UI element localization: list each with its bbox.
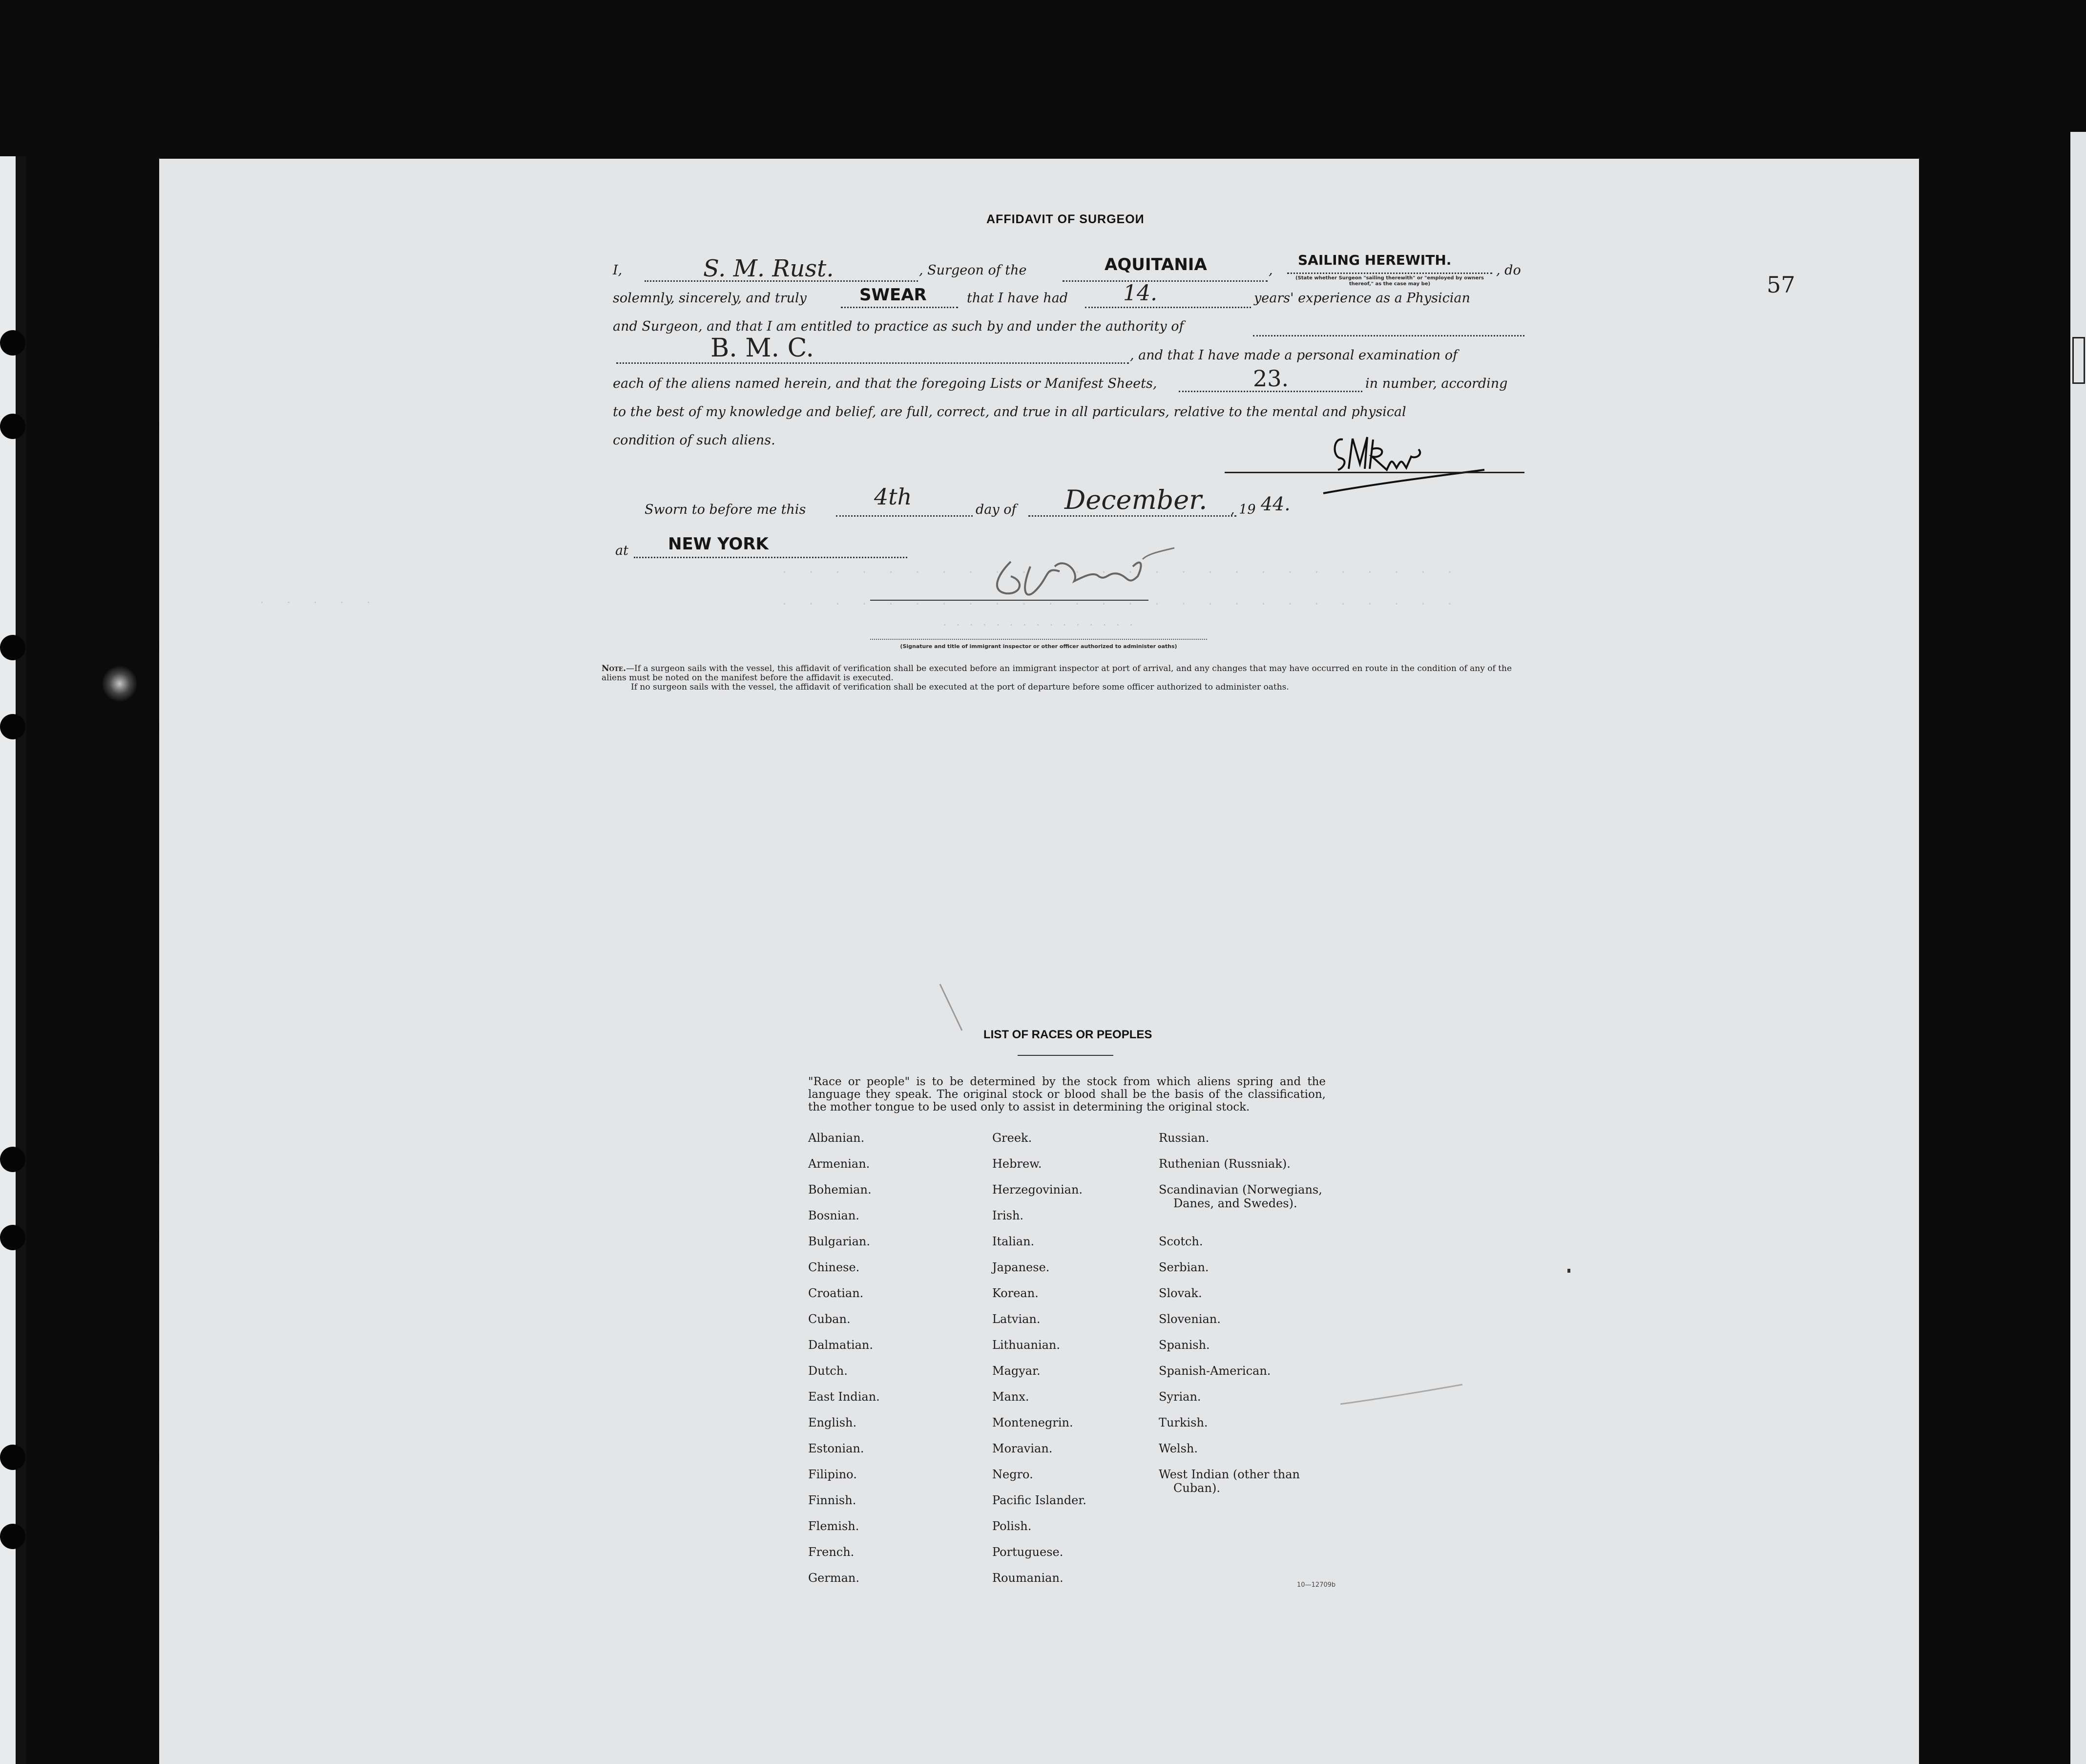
- vessel-name: AQUITANIA: [1105, 255, 1207, 274]
- race-item-continued: Danes, and Swedes).: [1173, 1197, 1297, 1210]
- surgeon-signature-line: [1225, 472, 1524, 473]
- race-item: Croatian.: [808, 1286, 864, 1300]
- race-item: Manx.: [992, 1390, 1029, 1404]
- affidavit-title: AFFIDAVIT OF SURGEOИ: [986, 212, 1145, 226]
- race-item: Negro.: [992, 1468, 1033, 1481]
- races-title-rule: [1018, 1055, 1113, 1056]
- status-hint: (State whether Surgeon "sailing therewith" or "employed by owners thereof," as the case may be): [1295, 275, 1484, 287]
- day-value: 4th: [874, 483, 912, 510]
- day-line: [836, 515, 973, 517]
- race-item: Latvian.: [992, 1312, 1041, 1326]
- note-text-2: If no surgeon sails with the vessel, the affidavit of verification shall be executed at the port of departure before some officer authorized to administer oaths.: [631, 682, 1289, 692]
- city-line: [634, 557, 907, 558]
- races-title: LIST OF RACES OR PEOPLES: [983, 1028, 1152, 1041]
- punch-hole: [0, 1524, 25, 1549]
- race-item: West Indian (other than: [1159, 1468, 1300, 1481]
- race-item: Dalmatian.: [808, 1338, 874, 1352]
- races-intro: "Race or people" is to be determined by the stock from which aliens spring and the language they speak. The original stock or blood shall be the basis of the classification, the mother tongue to be used only to assist in determining the original stock.: [808, 1075, 1326, 1113]
- speck: [1567, 1269, 1570, 1273]
- race-item: Serbian.: [1159, 1260, 1209, 1274]
- race-item: Slovak.: [1159, 1286, 1202, 1300]
- race-item: Estonian.: [808, 1442, 864, 1455]
- race-item: Armenian.: [808, 1157, 870, 1171]
- page-number: 57: [1767, 272, 1795, 298]
- sheets-value: 23.: [1253, 365, 1289, 392]
- race-item: Finnish.: [808, 1493, 856, 1507]
- label-condition: condition of such aliens.: [613, 433, 775, 448]
- race-item: Hebrew.: [992, 1157, 1042, 1171]
- race-item: Russian.: [1159, 1131, 1210, 1145]
- faint-stamp: · · · · · · · · · · · · · · ·: [942, 620, 1136, 630]
- label-each-of-aliens: each of the aliens named herein, and that the foregoing Lists or Manifest Sheets,: [613, 376, 1157, 391]
- race-item: Montenegrin.: [992, 1416, 1073, 1429]
- punch-hole: [0, 414, 25, 439]
- city-value: NEW YORK: [668, 534, 769, 554]
- race-item: Magyar.: [992, 1364, 1041, 1378]
- surgeon-signature: [1318, 430, 1494, 503]
- label-surgeon-of: , Surgeon of the: [919, 263, 1027, 278]
- punch-hole: [0, 1147, 25, 1172]
- punch-hole: [0, 635, 25, 660]
- label-solemnly: solemnly, sincerely, and truly: [613, 291, 807, 306]
- race-item: Chinese.: [808, 1260, 860, 1274]
- label-do: , do: [1496, 263, 1521, 278]
- label-best-knowledge: to the best of my knowledge and belief, are full, correct, and true in all particulars, relative to the mental and physical: [613, 404, 1406, 420]
- race-item: Greek.: [992, 1131, 1032, 1145]
- race-item: Cuban.: [808, 1312, 851, 1326]
- authority-line-b: [616, 362, 1129, 364]
- race-item: Italian.: [992, 1235, 1035, 1248]
- label-i: I,: [613, 263, 623, 278]
- status-line: [1287, 273, 1492, 274]
- form-code: 10—12709b: [1297, 1581, 1336, 1589]
- race-item: Albanian.: [808, 1131, 865, 1145]
- race-item: Welsh.: [1159, 1442, 1198, 1455]
- race-item: Japanese.: [992, 1260, 1050, 1274]
- punch-hole: [0, 1445, 25, 1470]
- race-item: Bohemian.: [808, 1183, 872, 1197]
- race-item: Scandinavian (Norwegians,: [1159, 1183, 1322, 1197]
- race-item: Lithuanian.: [992, 1338, 1061, 1352]
- race-item-continued: Cuban).: [1173, 1481, 1220, 1495]
- race-item: Korean.: [992, 1286, 1039, 1300]
- officer-caption: (Signature and title of immigrant inspector or other officer authorized to administer oaths): [900, 643, 1177, 650]
- officer-signature: [981, 547, 1187, 606]
- officer-title-line: [870, 639, 1207, 640]
- race-item: Bosnian.: [808, 1209, 859, 1222]
- oath-word: SWEAR: [859, 285, 927, 305]
- race-item: Portuguese.: [992, 1545, 1064, 1559]
- race-item: Slovenian.: [1159, 1312, 1221, 1326]
- label-in-number: in number, according: [1365, 376, 1508, 391]
- comma: ,: [1269, 263, 1273, 278]
- vessel-line: [1063, 280, 1268, 282]
- sailing-status: SAILING HEREWITH.: [1298, 252, 1452, 268]
- authority-value: B. M. C.: [710, 334, 814, 363]
- label-that-i-have-had: that I have had: [967, 291, 1068, 306]
- light-glare: [103, 664, 137, 703]
- race-item: Turkish.: [1159, 1416, 1208, 1429]
- race-item: Bulgarian.: [808, 1235, 870, 1248]
- race-item: German.: [808, 1571, 859, 1585]
- race-item: French.: [808, 1545, 855, 1559]
- officer-signature-line: [870, 600, 1148, 601]
- note-para-1: [602, 664, 1524, 683]
- label-personal-exam: , and that I have made a personal examination of: [1130, 348, 1458, 363]
- race-item: Polish.: [992, 1519, 1032, 1533]
- pencil-mark: [938, 982, 967, 1035]
- affidavit-note: [602, 664, 1524, 692]
- race-item: Roumanian.: [992, 1571, 1064, 1585]
- race-item: Spanish.: [1159, 1338, 1210, 1352]
- label-day-of: day of: [976, 502, 1017, 517]
- label-year-prefix: , 19: [1231, 502, 1256, 517]
- authority-line-a: [1253, 335, 1524, 336]
- race-item: Ruthenian (Russniak).: [1159, 1157, 1291, 1171]
- bleed-through-text: · · · · · · · · · · · · · · · · · · · · · · · · · ·: [781, 598, 1460, 610]
- race-item: Filipino.: [808, 1468, 857, 1481]
- race-item: East Indian.: [808, 1390, 880, 1404]
- label-sworn: Sworn to before me this: [645, 502, 806, 517]
- bleed-through-text: · · · · ·: [259, 597, 379, 609]
- punch-hole: [0, 330, 25, 356]
- year-value: 44.: [1261, 493, 1291, 515]
- race-item: Spanish-American.: [1159, 1364, 1271, 1378]
- month-line: [1028, 515, 1236, 517]
- bleed-through-text: · · · · · · · · · · · · · · · · · · · · · · · · · ·: [781, 567, 1460, 579]
- right-page-edge: [2070, 132, 2086, 1764]
- label-at: at: [615, 543, 628, 558]
- surgeon-name: S. M. Rust.: [703, 255, 834, 282]
- race-item: Irish.: [992, 1209, 1024, 1222]
- pencil-mark: [1338, 1382, 1465, 1407]
- years-line: [1085, 307, 1251, 308]
- month-value: December.: [1064, 484, 1208, 515]
- note-lead: Note.: [602, 664, 626, 673]
- swear-line: [841, 307, 958, 308]
- adjacent-page-edge: [0, 156, 16, 1764]
- race-item: Flemish.: [808, 1519, 859, 1533]
- race-item: Pacific Islander.: [992, 1493, 1086, 1507]
- race-item: Herzegovinian.: [992, 1183, 1083, 1197]
- manifest-page: [159, 159, 1919, 1764]
- years-value: 14.: [1123, 281, 1157, 306]
- punch-hole: [0, 1225, 25, 1250]
- label-and-surgeon: and Surgeon, and that I am entitled to practice as such by and under the authority of: [613, 319, 1184, 334]
- label-years-experience: years' experience as a Physician: [1254, 291, 1470, 306]
- note-text-1: —If a surgeon sails with the vessel, this affidavit of verification shall be executed before an immigrant inspector at port of arrival, and any changes that may have occurred en route in the condition of any of the aliens must be noted on the manifest before the affidavit is executed.: [602, 664, 1512, 683]
- race-item: English.: [808, 1416, 857, 1429]
- race-item: Syrian.: [1159, 1390, 1201, 1404]
- punch-hole: [0, 714, 25, 739]
- race-item: Dutch.: [808, 1364, 848, 1378]
- film-border: [16, 156, 26, 1764]
- race-item: Scotch.: [1159, 1235, 1203, 1248]
- race-item: Moravian.: [992, 1442, 1053, 1455]
